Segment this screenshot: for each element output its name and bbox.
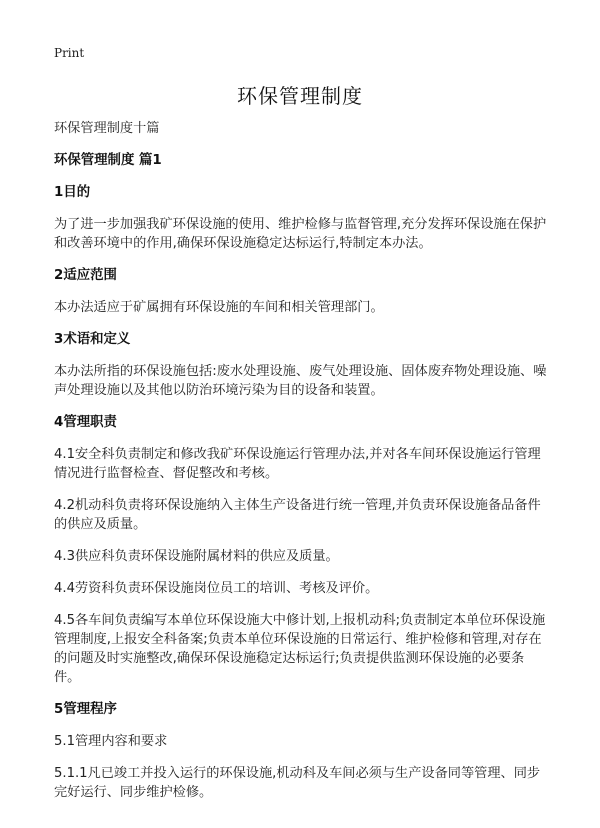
page-title: 环保管理制度: [237, 84, 363, 108]
document-body: [54, 119, 550, 802]
section-heading-scope: 2适应范围: [54, 268, 117, 283]
section-heading-procedure: 5管理程序: [54, 702, 117, 717]
section-text-terms: 本办法所指的环保设施包括:废水处理设施、废气处理设施、固体废弃物处理设施、噪声处理设施以及其他以防治环境污染为目的设备和装置。: [54, 364, 547, 398]
section-heading-duties: 4管理职责: [54, 415, 117, 430]
duty-item-4-1: 4.1安全科负责制定和修改我矿环保设施运行管理办法,并对各车间环保设施运行管理情况进行监督检查、督促整改和考核。: [54, 447, 541, 481]
procedure-item-5-1-1: 5.1.1凡已竣工并投入运行的环保设施,机动科及车间必须与生产设备同等管理、同步完好运行、同步维护检修。: [54, 766, 541, 800]
duty-item-4-3: 4.3供应科负责环保设施附属材料的供应及质量。: [54, 549, 339, 564]
article-heading: 环保管理制度 篇1: [54, 153, 162, 168]
section-text-scope: 本办法适应于矿属拥有环保设施的车间和相关管理部门。: [54, 300, 384, 315]
duty-item-4-5: 4.5各车间负责编写本单位环保设施大中修计划,上报机动科;负责制定本单位环保设施管理制度,上报安全科备案;负责本单位环保设施的日常运行、维护检修和管理,对存在的问题及时实施整改,确保环保设施稳定达标运行;负责提供监测环保设施的必要条件。: [54, 613, 546, 685]
print-label: Print: [54, 46, 85, 60]
document-subtitle: 环保管理制度十篇: [54, 121, 160, 136]
section-heading-purpose: 1目的: [54, 185, 91, 200]
procedure-item-5-1: 5.1管理内容和要求: [54, 734, 168, 749]
section-heading-terms: 3术语和定义: [54, 332, 131, 347]
duty-item-4-2: 4.2机动科负责将环保设施纳入主体生产设备进行统一管理,并负责环保设施备品备件的供应及质量。: [54, 498, 541, 532]
section-text-purpose: 为了进一步加强我矿环保设施的使用、维护检修与监督管理,充分发挥环保设施在保护和改善环境中的作用,确保环保设施稳定达标运行,特制定本办法。: [54, 217, 547, 251]
duty-item-4-4: 4.4劳资科负责环保设施岗位员工的培训、考核及评价。: [54, 581, 379, 596]
